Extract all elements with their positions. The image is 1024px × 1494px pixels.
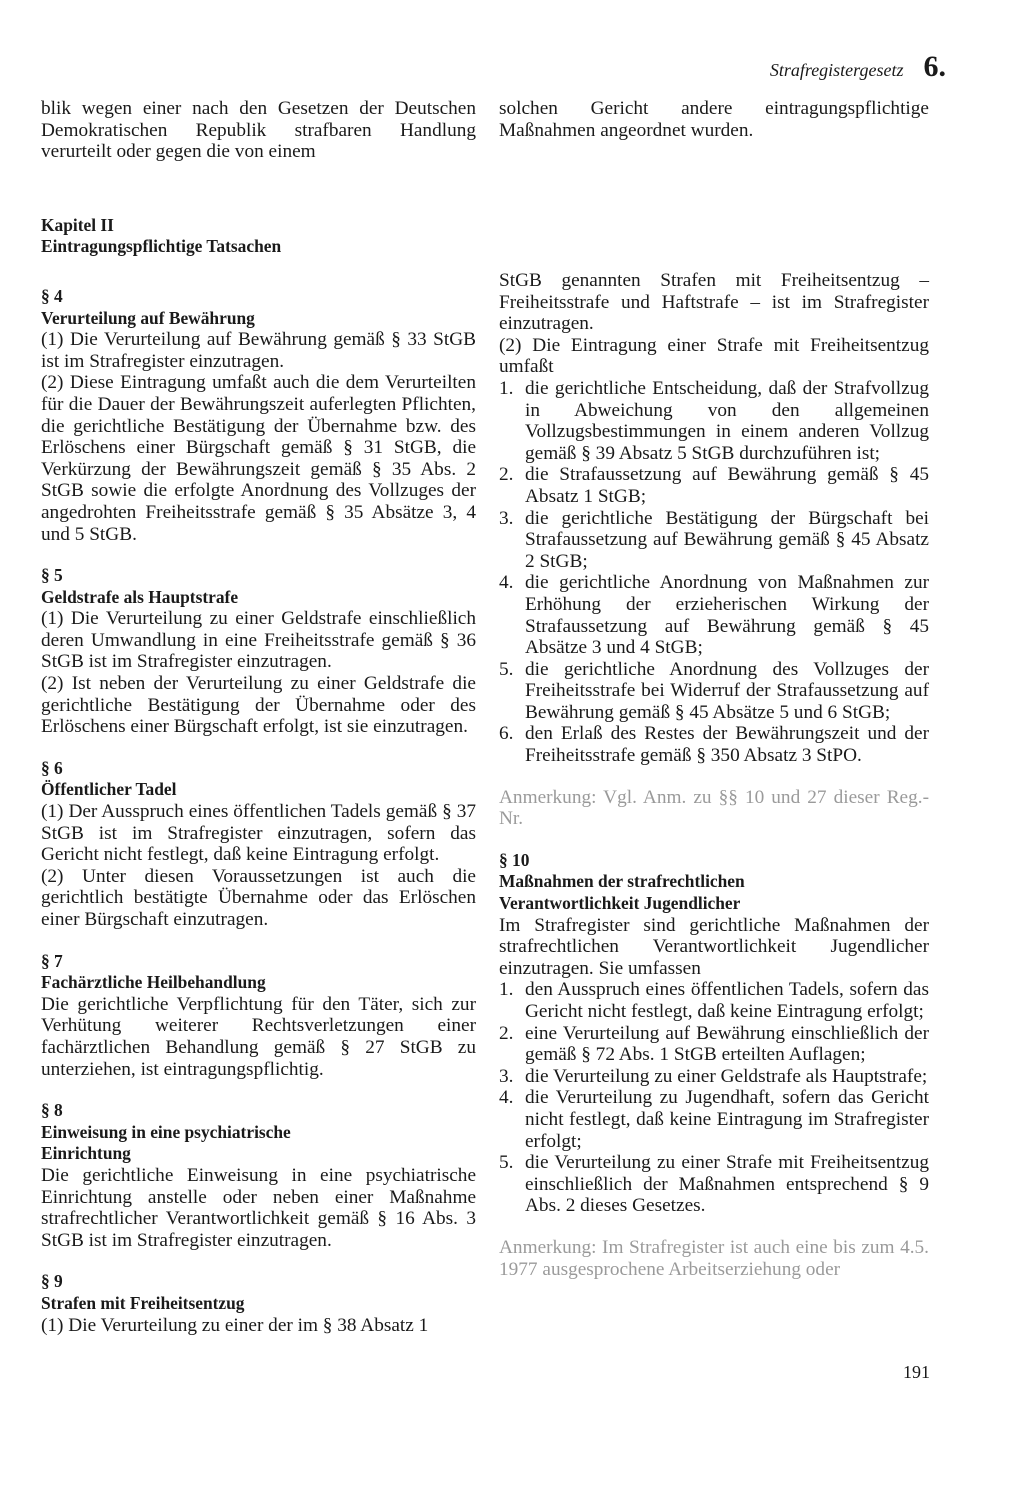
running-title: Strafregistergesetz — [769, 60, 904, 80]
section-title: Einrichtung — [41, 1143, 131, 1164]
section-number: § 5 — [41, 565, 63, 586]
list-item: 1. die gerichtliche Entscheidung, daß der Strafvollzug in Abweichung von den allgemeinen Vollzugsbestimmungen in einem anderen Vollzug gemäß § 39 Absatz 5 StGB durchzuführen ist; — [499, 377, 929, 464]
paragraph: (2) Diese Eintragung umfaßt auch die dem Verurteilten für die Dauer der Bewährungszeit auferlegten Pflichten, die gerichtliche Bestätigung der Übernahme bzw. des Erlöschens einer Bürgschaft gemäß § 31 StGB, die Verkürzung der Bewährungszeit gemäß § 35 Abs. 2 StGB sowie die erfolgte Anordnung des Vollzuges der angedrohten Freiheitsstrafe gemäß § 35 Absätze 3, 4 und 5 StGB. — [41, 372, 476, 545]
paragraph: Die gerichtliche Einweisung in eine psychiatrische Einrichtung anstelle oder neben einer Maßnahme strafrechtlicher Verantwortlichkeit gemäß § 16 Abs. 3 StGB ist im Strafregister einzutragen. — [41, 1164, 476, 1251]
section-8 — [41, 1100, 476, 1251]
section-number: § 7 — [41, 950, 63, 971]
paragraph: (2) Ist neben der Verurteilung zu einer Geldstrafe die gerichtliche Bestätigung der Übernahme oder des Erlöschens einer Bürgschaft erfolgt, ist sie einzutragen. — [41, 673, 476, 738]
list-item: 4. die gerichtliche Anordnung von Maßnahmen zur Erhöhung der erzieherischen Wirkung der Strafaussetzung auf Bewährung gemäß § 45 Absätze 3 und 4 StGB; — [499, 572, 929, 659]
section-title: Einweisung in eine psychiatrische — [41, 1121, 291, 1142]
section-number: § 6 — [41, 757, 63, 778]
section-title: Geldstrafe als Hauptstrafe — [41, 586, 239, 607]
left-column — [41, 98, 476, 1336]
section-title: Maßnahmen der strafrechtlichen — [499, 871, 745, 892]
list-item: 5. die Verurteilung zu einer Strafe mit Freiheitsentzug einschließlich der Maßnahmen entsprechend § 9 Abs. 2 dieses Gesetzes. — [499, 1152, 929, 1217]
paragraph: (2) Unter diesen Voraussetzungen ist auch die gerichtlich bestätigte Übernahme oder das Erlöschen einer Bürgschaft einzutragen. — [41, 865, 476, 930]
annotation-note: Anmerkung: Vgl. Anm. zu §§ 10 und 27 dieser Reg.-Nr. — [499, 786, 929, 830]
section-title: Fachärztliche Heilbehandlung — [41, 972, 266, 993]
section-number: § 8 — [41, 1100, 63, 1121]
section-9 — [41, 1271, 476, 1336]
list-item: 6. den Erlaß des Restes der Bewährungszeit und der Freiheitsstrafe gemäß § 350 Absatz 3 StPO. — [499, 723, 929, 767]
paragraph: (2) Die Eintragung einer Strafe mit Freiheitsentzug umfaßt — [499, 334, 929, 378]
list-item: 5. die gerichtliche Anordnung des Vollzuges der Freiheitsstrafe bei Widerruf der Strafaussetzung auf Bewährung gemäß § 45 Absätze 5 und 6 StGB; — [499, 658, 929, 723]
chapter-heading — [41, 215, 476, 258]
section-title: Strafen mit Freiheitsentzug — [41, 1292, 245, 1313]
list-item: 4. die Verurteilung zu Jugendhaft, sofern das Gericht nicht festlegt, daß keine Eintragung im Strafregister erfolgt; — [499, 1087, 929, 1152]
section-9-list — [499, 378, 929, 767]
section-title: Verurteilung auf Bewährung — [41, 307, 255, 328]
list-item: 1. den Ausspruch eines öffentlichen Tadels, sofern das Gericht nicht festlegt, daß keine Eintragung erfolgt; — [499, 979, 929, 1022]
chapter-title: Eintragungspflichtige Tatsachen — [41, 236, 282, 257]
section-title: Verantwortlichkeit Jugendlicher — [499, 893, 741, 914]
continued-paragraph: blik wegen einer nach den Gesetzen der Deutschen Demokratischen Republik strafbaren Handlung verurteilt oder gegen die von einem — [41, 98, 476, 163]
section-7 — [41, 951, 476, 1081]
section-number: § 10 — [499, 849, 530, 870]
chapter-number: 6. — [923, 50, 946, 83]
list-item: 2. eine Verurteilung auf Bewährung einschließlich der gemäß § 72 Abs. 1 StGB erteilten Auflagen; — [499, 1022, 929, 1066]
annotation-note: Anmerkung: Im Strafregister ist auch eine bis zum 4.5. 1977 ausgesprochene Arbeitserziehung oder — [499, 1236, 929, 1280]
continued-paragraph: solchen Gericht andere eintragungspflichtige Maßnahmen angeordnet wurden. — [499, 98, 929, 141]
section-number: § 4 — [41, 285, 63, 306]
paragraph: Die gerichtliche Verpflichtung für den Täter, sich zur Verhütung weiterer Rechtsverletzungen einer fachärztlichen Behandlung gemäß § 27 StGB zu unterziehen, ist eintragungspflichtig. — [41, 993, 476, 1080]
paragraph: (1) Die Verurteilung auf Bewährung gemäß § 33 StGB ist im Strafregister einzutragen. — [41, 329, 476, 372]
paragraph: (1) Der Ausspruch eines öffentlichen Tadels gemäß § 37 StGB ist im Strafregister einzutragen, sofern das Gericht nicht festlegt, daß keine Eintragung erfolgt. — [41, 801, 476, 866]
section-title: Öffentlicher Tadel — [41, 779, 177, 800]
list-item: 2. die Strafaussetzung auf Bewährung gemäß § 45 Absatz 1 StGB; — [499, 464, 929, 507]
right-column — [499, 98, 929, 141]
running-head — [770, 50, 946, 84]
section-number: § 9 — [41, 1271, 63, 1292]
paragraph: StGB genannten Strafen mit Freiheitsentzug – Freiheitsstrafe und Haftstrafe – ist im Strafregister einzutragen. — [499, 270, 929, 335]
right-column-main — [499, 270, 929, 1280]
section-4 — [41, 286, 476, 545]
paragraph: (1) Die Verurteilung zu einer der im § 38 Absatz 1 — [41, 1314, 429, 1336]
section-10-list — [499, 979, 929, 1217]
list-item: 3. die gerichtliche Bestätigung der Bürgschaft bei Strafaussetzung auf Bewährung gemäß § 45 Absatz 2 StGB; — [499, 507, 929, 572]
paragraph: Im Strafregister sind gerichtliche Maßnahmen der strafrechtlichen Verantwortlichkeit Jugendlicher einzutragen. Sie umfassen — [499, 914, 929, 979]
section-5 — [41, 565, 476, 738]
page-number: 191 — [903, 1362, 930, 1382]
section-10 — [499, 850, 929, 1280]
chapter-label: Kapitel II — [41, 214, 114, 235]
list-item: 3. die Verurteilung zu einer Geldstrafe als Hauptstrafe; — [499, 1065, 928, 1087]
paragraph: (1) Die Verurteilung zu einer Geldstrafe einschließlich deren Umwandlung in eine Freiheitsstrafe gemäß § 36 StGB ist im Strafregister einzutragen. — [41, 608, 476, 673]
section-6 — [41, 758, 476, 931]
